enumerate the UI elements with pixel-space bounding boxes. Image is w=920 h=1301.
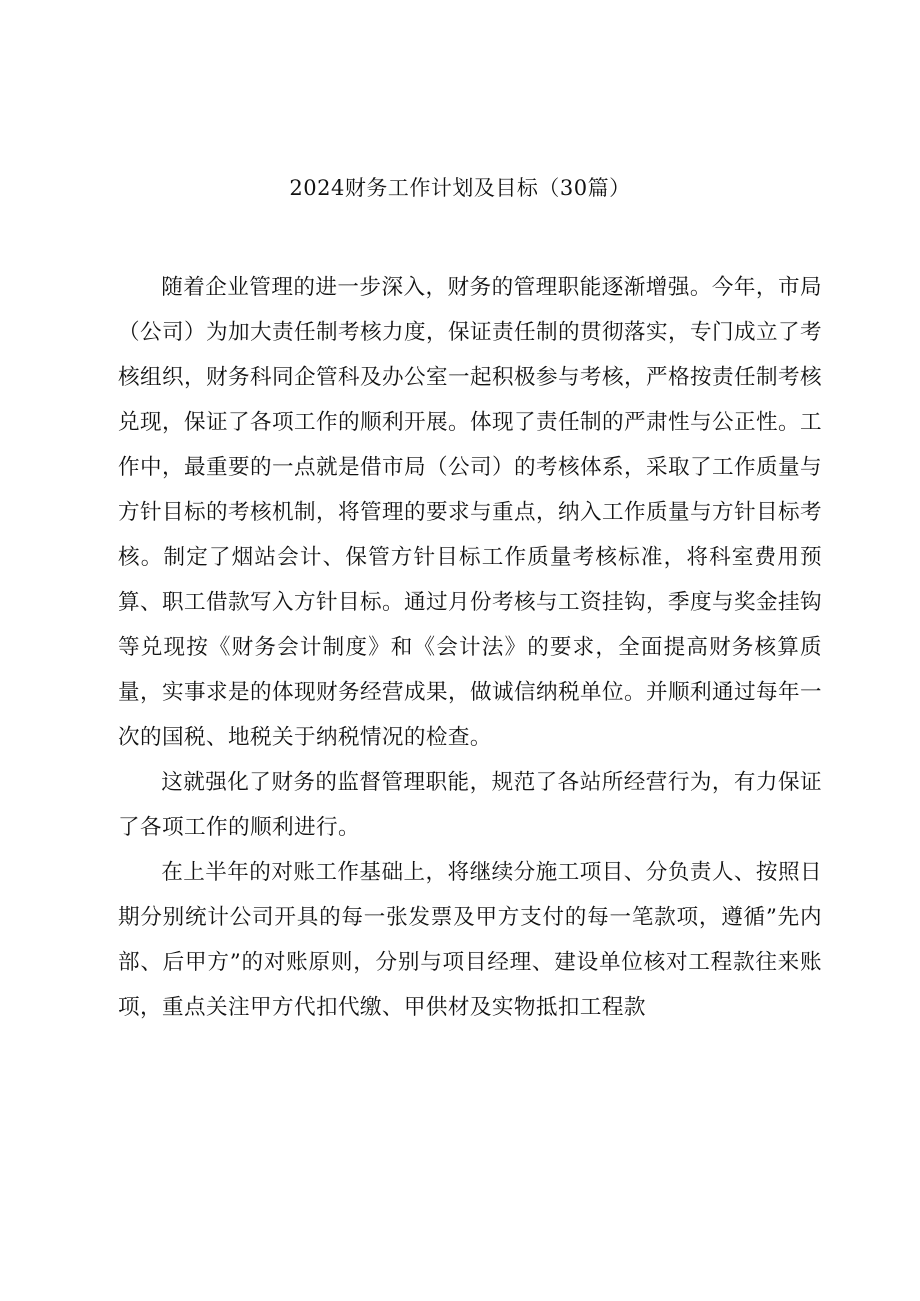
paragraph-1: 随着企业管理的进一步深入，财务的管理职能逐渐增强。今年，市局（公司）为加大责任制考核力度，保证责任制的贯彻落实，专门成立了考核组织，财务科同企管科及办公室一起积极参与考核，严格按责任制考核兑现，保证了各项工作的顺利开展。体现了责任制的严肃性与公正性。工作中，最重要的一点就是借市局（公司）的考核体系，采取了工作质量与方针目标的考核机制，将管理的要求与重点，纳入工作质量与方针目标考核。制定了烟站会计、保管方针目标工作质量考核标准，将科室费用预算、职工借款写入方针目标。通过月份考核与工资挂钩，季度与奖金挂钩等兑现按《财务会计制度》和《会计法》的要求，全面提高财务核算质量，实事求是的体现财务经营成果，做诚信纳税单位。并顺利通过每年一次的国税、地税关于纳税情况的检查。	[118, 275, 822, 750]
document-body	[118, 265, 822, 1030]
document-title: 2024财务工作计划及目标（30篇）	[289, 176, 631, 200]
paragraph-2: 这就强化了财务的监督管理职能，规范了各站所经营行为，有力保证了各项工作的顺利进行。	[118, 770, 822, 840]
paragraph-3: 在上半年的对账工作基础上，将继续分施工项目、分负责人、按照日期分别统计公司开具的每一张发票及甲方支付的每一笔款项，遵循”先内部、后甲方”的对账原则，分别与项目经理、建设单位核对工程款往来账项，重点关注甲方代扣代缴、甲供材及实物抵扣工程款	[118, 860, 822, 1020]
